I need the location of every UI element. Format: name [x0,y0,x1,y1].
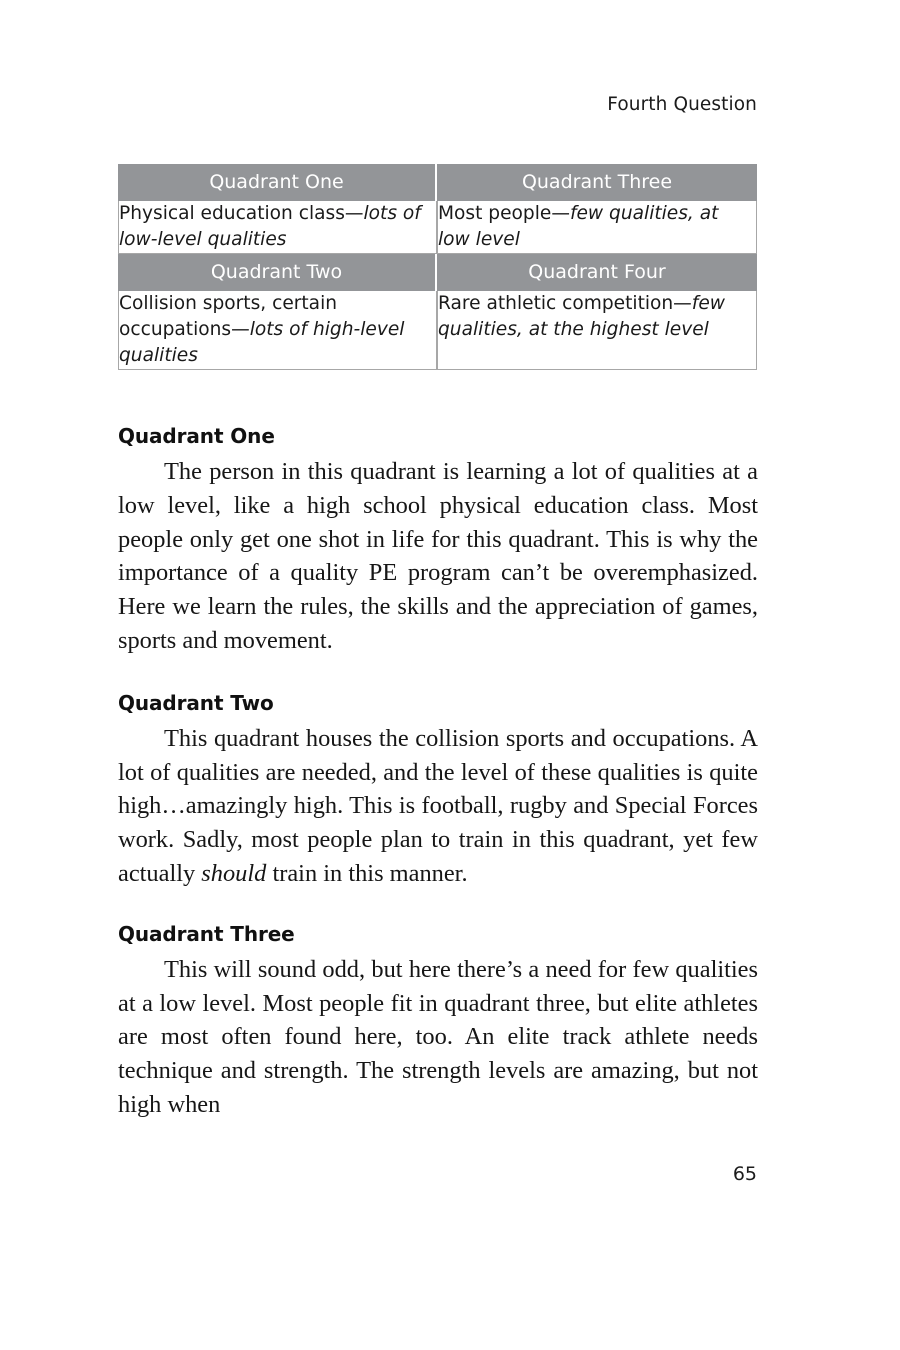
table-cell-quadrant-two [118,291,437,370]
table-cell-quadrant-one [118,201,437,254]
paragraph-text-emphasis: should [201,859,267,887]
cell-roman-text: Collision sports, certain occupations— [119,293,338,340]
cell-italic-text: lots of low-level qualities [119,203,421,250]
section-heading: Quadrant Three [118,921,295,946]
section-quadrant-two [118,691,758,891]
paragraph-text-pre: The person in this quadrant is learning a lot of qualities at a low level, like a high school physical education class. Most people only get one shot in life for this quadrant. This is why the importance of a quality PE program can’t be overemphasized. Here we learn the rules, the skills and the appreciation of games, sports and movement. [118,458,758,654]
paragraph-text-pre: This quadrant houses the collision sports and occupations. A lot of qualities are needed, and the level of these qualities is quite high…amazingly high. This is football, rugby and Special Forces work. Sadly, most people plan to train in this quadrant, yet few actually [118,724,758,887]
table-header-cell-quadrant-two: Quadrant Two [118,254,437,291]
cell-italic-text: few qualities, at low level [438,203,719,250]
section-paragraph [118,953,758,1122]
cell-italic-text: few qualities, at the highest level [438,293,725,340]
section-quadrant-three [118,922,758,1122]
paragraph-text-post: train in this manner. [266,859,468,887]
cell-roman-text: Physical education class— [119,203,364,224]
page-content [118,424,758,1122]
section-quadrant-one [118,424,758,658]
running-header: Fourth Question [607,94,757,115]
section-gap [118,658,758,691]
table-row [118,254,757,291]
section-paragraph [118,455,758,658]
cell-roman-text: Most people— [438,203,570,224]
quadrant-table [118,164,757,370]
table-header-cell-quadrant-one: Quadrant One [118,164,437,201]
section-paragraph [118,722,758,891]
table-header-cell-quadrant-three: Quadrant Three [437,164,757,201]
table-row [118,164,757,201]
cell-italic-text: lots of high-level qualities [119,319,405,366]
table-row [118,201,757,254]
section-heading: Quadrant One [118,424,275,448]
table-cell-quadrant-four [437,291,757,370]
section-gap [118,891,758,922]
section-heading: Quadrant Two [118,690,274,715]
cell-roman-text: Rare athletic competition— [438,293,692,314]
table-cell-quadrant-three [437,201,757,254]
page-number: 65 [732,1163,757,1185]
table-header-cell-quadrant-four: Quadrant Four [437,254,757,291]
table-row [118,291,757,370]
paragraph-text-pre: This will sound odd, but here there’s a need for few qualities at a low level. Most people fit in quadrant three, but elite athletes are most often found here, too. An elite track athlete needs technique and strength. The strength levels are amazing, but not high when [118,955,758,1118]
